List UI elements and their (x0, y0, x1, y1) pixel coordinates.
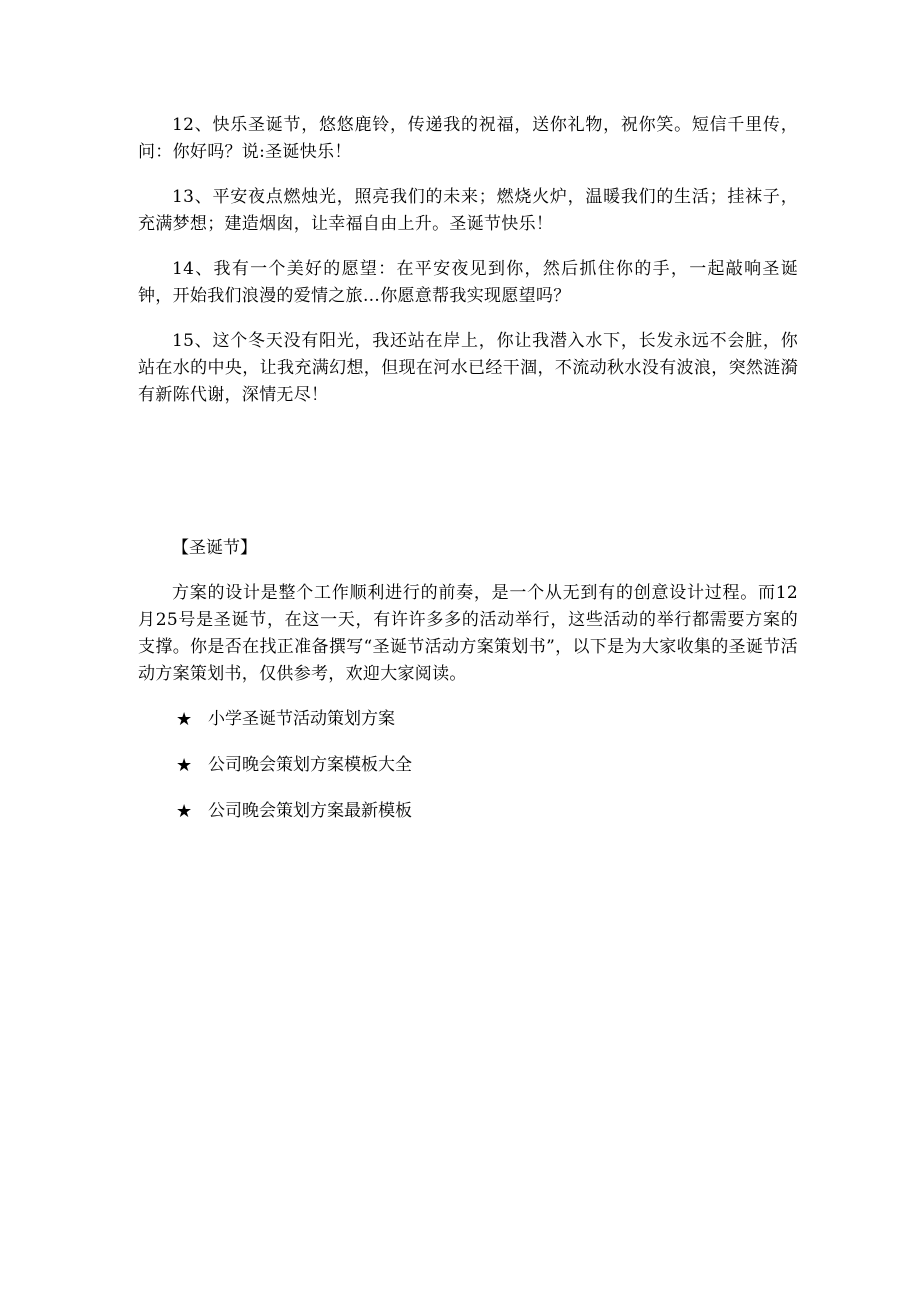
section-intro: 方案的设计是整个工作顺利进行的前奏，是一个从无到有的创意设计过程。而12月25号是圣诞节，在这一天，有许许多多的活动举行，这些活动的举行都需要方案的支撑。你是否在找正准备撰写“圣诞节活动方案策划书”，以下是为大家收集的圣诞节活动方案策划书，仅供参考，欢迎大家阅读。 (138, 583, 798, 684)
star-icon: ★ (176, 755, 193, 776)
related-link-1[interactable] (176, 706, 798, 733)
section-heading: 【圣诞节】 (172, 538, 257, 558)
wish-paragraph-15: 15、这个冬天没有阳光，我还站在岸上，你让我潜入水下，长发永远不会脏，你站在水的中央，让我充满幻想，但现在河水已经干涸，不流动秋水没有波浪，突然涟漪有新陈代谢，深情无尽！ (138, 331, 798, 405)
related-link-2[interactable] (176, 752, 798, 779)
related-links-list (138, 706, 798, 825)
related-link-label[interactable]: 小学圣诞节活动策划方案 (208, 709, 395, 729)
related-link-label[interactable]: 公司晚会策划方案模板大全 (208, 755, 412, 775)
section-spacer (138, 427, 798, 535)
document-page (138, 112, 798, 844)
related-link-3[interactable] (176, 798, 798, 825)
star-icon: ★ (176, 801, 193, 822)
wish-paragraph-14: 14、我有一个美好的愿望：在平安夜见到你，然后抓住你的手，一起敲响圣诞钟，开始我们浪漫的爱情之旅…你愿意帮我实现愿望吗？ (138, 259, 798, 306)
related-link-label[interactable]: 公司晚会策划方案最新模板 (208, 801, 412, 821)
star-icon: ★ (176, 709, 193, 730)
wish-paragraph-13: 13、平安夜点燃烛光，照亮我们的未来；燃烧火炉，温暖我们的生活；挂袜子，充满梦想；建造烟囱，让幸福自由上升。圣诞节快乐！ (138, 187, 798, 234)
wish-paragraph-12: 12、快乐圣诞节，悠悠鹿铃，传递我的祝福，送你礼物，祝你笑。短信千里传，问：你好吗？说:圣诞快乐！ (138, 115, 798, 162)
